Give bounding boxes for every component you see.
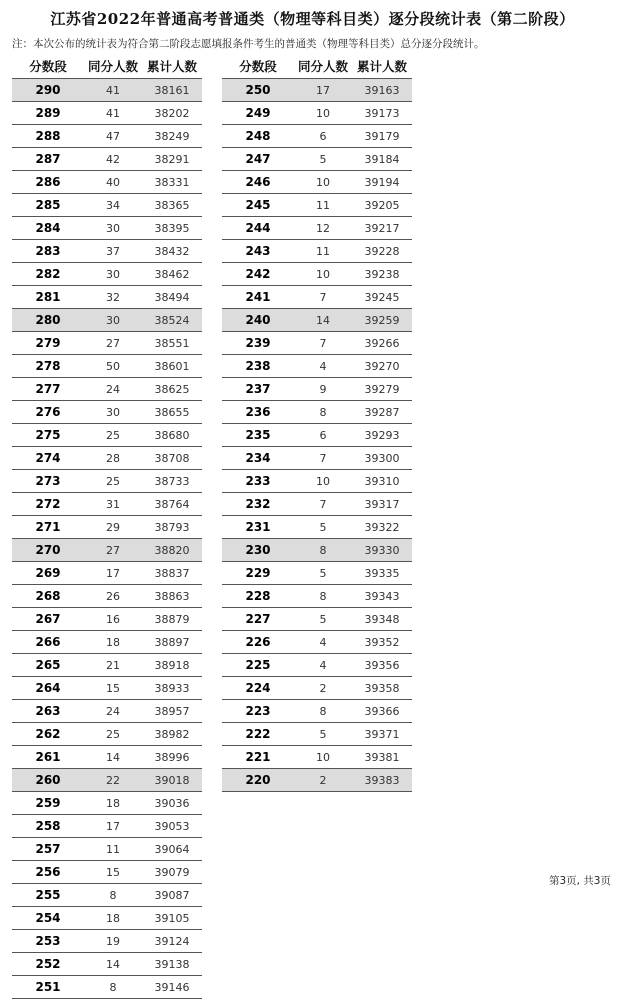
table-row: [222, 470, 412, 493]
cumulative-cell: 39173: [352, 102, 412, 125]
same-count-cell: 7: [294, 332, 352, 355]
table-row: [12, 102, 202, 125]
score-cell: 243: [222, 240, 294, 263]
same-count-cell: 29: [84, 516, 142, 539]
table-row: [222, 677, 412, 700]
score-cell: 226: [222, 631, 294, 654]
table-row: [12, 884, 202, 907]
cumulative-cell: 38601: [142, 355, 202, 378]
header-score: 分数段: [239, 59, 277, 74]
same-count-cell: 30: [84, 217, 142, 240]
cumulative-cell: 39179: [352, 125, 412, 148]
table-row: [222, 148, 412, 171]
cumulative-cell: 38863: [142, 585, 202, 608]
table-row: [222, 516, 412, 539]
table-row: [222, 539, 412, 562]
cumulative-cell: 39287: [352, 401, 412, 424]
same-count-cell: 25: [84, 723, 142, 746]
table-row: [222, 746, 412, 769]
table-row: [12, 286, 202, 309]
same-count-cell: 8: [294, 401, 352, 424]
same-count-cell: 15: [84, 677, 142, 700]
same-count-cell: 17: [84, 562, 142, 585]
same-count-cell: 47: [84, 125, 142, 148]
same-count-cell: 28: [84, 447, 142, 470]
table-row: [12, 355, 202, 378]
score-cell: 276: [12, 401, 84, 424]
table-row: [12, 447, 202, 470]
cumulative-cell: 39238: [352, 263, 412, 286]
cumulative-cell: 38837: [142, 562, 202, 585]
score-cell: 259: [12, 792, 84, 815]
header-cumulative: 累计人数: [356, 59, 407, 74]
table-row: [12, 148, 202, 171]
score-cell: 234: [222, 447, 294, 470]
cumulative-cell: 38918: [142, 654, 202, 677]
cumulative-cell: 39300: [352, 447, 412, 470]
table-row: [12, 654, 202, 677]
score-cell: 270: [12, 539, 84, 562]
score-cell: 236: [222, 401, 294, 424]
table-row: [12, 217, 202, 240]
score-cell: 229: [222, 562, 294, 585]
cumulative-cell: 39163: [352, 79, 412, 102]
cumulative-cell: 39124: [142, 930, 202, 953]
score-cell: 221: [222, 746, 294, 769]
table-row: [12, 861, 202, 884]
score-cell: 287: [12, 148, 84, 171]
score-cell: 264: [12, 677, 84, 700]
table-row: [12, 516, 202, 539]
score-cell: 277: [12, 378, 84, 401]
table-row: [12, 723, 202, 746]
cumulative-cell: 39279: [352, 378, 412, 401]
table-row: [12, 470, 202, 493]
score-cell: 284: [12, 217, 84, 240]
cumulative-cell: 39064: [142, 838, 202, 861]
table-row: [222, 447, 412, 470]
cumulative-cell: 39293: [352, 424, 412, 447]
cumulative-cell: 38996: [142, 746, 202, 769]
same-count-cell: 50: [84, 355, 142, 378]
table-row: [12, 493, 202, 516]
table-row: [12, 907, 202, 930]
cumulative-cell: 39352: [352, 631, 412, 654]
score-table-right-body: [222, 79, 412, 792]
table-row: [12, 263, 202, 286]
table-row: [12, 401, 202, 424]
score-cell: 290: [12, 79, 84, 102]
score-cell: 285: [12, 194, 84, 217]
cumulative-cell: 39146: [142, 976, 202, 999]
same-count-cell: 30: [84, 401, 142, 424]
table-row: [12, 815, 202, 838]
same-count-cell: 9: [294, 378, 352, 401]
same-count-cell: 14: [84, 953, 142, 976]
score-cell: 268: [12, 585, 84, 608]
same-count-cell: 30: [84, 263, 142, 286]
cumulative-cell: 38432: [142, 240, 202, 263]
cumulative-cell: 38494: [142, 286, 202, 309]
same-count-cell: 11: [84, 838, 142, 861]
same-count-cell: 41: [84, 102, 142, 125]
score-cell: 281: [12, 286, 84, 309]
table-row: [12, 976, 202, 999]
table-row: [222, 723, 412, 746]
table-row: [222, 263, 412, 286]
cumulative-cell: 39383: [352, 769, 412, 792]
cumulative-cell: 39348: [352, 608, 412, 631]
table-row: [12, 746, 202, 769]
score-cell: 258: [12, 815, 84, 838]
table-row: [222, 424, 412, 447]
cumulative-cell: 38551: [142, 332, 202, 355]
cumulative-cell: 38982: [142, 723, 202, 746]
same-count-cell: 8: [84, 884, 142, 907]
table-row: [12, 585, 202, 608]
score-cell: 262: [12, 723, 84, 746]
cumulative-cell: 39217: [352, 217, 412, 240]
score-cell: 222: [222, 723, 294, 746]
page-title: 江苏省2022年普通高考普通类（物理等科目类）逐分段统计表（第二阶段）: [50, 10, 575, 28]
header-score: 分数段: [29, 59, 67, 74]
same-count-cell: 12: [294, 217, 352, 240]
score-cell: 227: [222, 608, 294, 631]
same-count-cell: 6: [294, 125, 352, 148]
cumulative-cell: 38933: [142, 677, 202, 700]
score-cell: 278: [12, 355, 84, 378]
cumulative-cell: 39356: [352, 654, 412, 677]
score-cell: 286: [12, 171, 84, 194]
table-row: [12, 240, 202, 263]
score-cell: 244: [222, 217, 294, 240]
table-row: [12, 378, 202, 401]
same-count-cell: 18: [84, 631, 142, 654]
cumulative-cell: 38291: [142, 148, 202, 171]
score-cell: 232: [222, 493, 294, 516]
table-row: [12, 700, 202, 723]
same-count-cell: 7: [294, 447, 352, 470]
same-count-cell: 10: [294, 746, 352, 769]
score-cell: 260: [12, 769, 84, 792]
table-row: [222, 355, 412, 378]
same-count-cell: 2: [294, 769, 352, 792]
score-cell: 263: [12, 700, 84, 723]
same-count-cell: 7: [294, 493, 352, 516]
same-count-cell: 34: [84, 194, 142, 217]
score-table-left: [12, 54, 202, 999]
score-cell: 274: [12, 447, 84, 470]
header-same-count: 同分人数: [297, 59, 348, 74]
table-header-row: [222, 54, 412, 79]
same-count-cell: 11: [294, 240, 352, 263]
cumulative-cell: 39330: [352, 539, 412, 562]
score-cell: 283: [12, 240, 84, 263]
cumulative-cell: 39381: [352, 746, 412, 769]
score-cell: 253: [12, 930, 84, 953]
score-cell: 261: [12, 746, 84, 769]
table-row: [222, 332, 412, 355]
table-row: [12, 677, 202, 700]
same-count-cell: 14: [84, 746, 142, 769]
score-cell: 238: [222, 355, 294, 378]
score-cell: 265: [12, 654, 84, 677]
score-cell: 250: [222, 79, 294, 102]
same-count-cell: 27: [84, 539, 142, 562]
cumulative-cell: 39310: [352, 470, 412, 493]
table-row: [222, 631, 412, 654]
score-cell: 257: [12, 838, 84, 861]
same-count-cell: 15: [84, 861, 142, 884]
score-cell: 272: [12, 493, 84, 516]
same-count-cell: 10: [294, 263, 352, 286]
table-row: [222, 217, 412, 240]
cumulative-cell: 38625: [142, 378, 202, 401]
same-count-cell: 6: [294, 424, 352, 447]
table-row: [12, 838, 202, 861]
score-cell: 267: [12, 608, 84, 631]
table-row: [222, 309, 412, 332]
cumulative-cell: 39245: [352, 286, 412, 309]
cumulative-cell: 38365: [142, 194, 202, 217]
score-cell: 249: [222, 102, 294, 125]
table-row: [12, 769, 202, 792]
score-table-right: [222, 54, 412, 792]
score-cell: 230: [222, 539, 294, 562]
score-cell: 255: [12, 884, 84, 907]
same-count-cell: 25: [84, 470, 142, 493]
cumulative-cell: 38897: [142, 631, 202, 654]
score-cell: 273: [12, 470, 84, 493]
same-count-cell: 24: [84, 700, 142, 723]
table-row: [12, 608, 202, 631]
cumulative-cell: 38957: [142, 700, 202, 723]
same-count-cell: 2: [294, 677, 352, 700]
score-cell: 251: [12, 976, 84, 999]
table-row: [12, 424, 202, 447]
score-cell: 271: [12, 516, 84, 539]
table-row: [12, 539, 202, 562]
same-count-cell: 5: [294, 516, 352, 539]
same-count-cell: 10: [294, 102, 352, 125]
score-cell: 256: [12, 861, 84, 884]
cumulative-cell: 39335: [352, 562, 412, 585]
same-count-cell: 19: [84, 930, 142, 953]
score-cell: 220: [222, 769, 294, 792]
score-cell: 269: [12, 562, 84, 585]
score-cell: 252: [12, 953, 84, 976]
cumulative-cell: 39105: [142, 907, 202, 930]
score-cell: 223: [222, 700, 294, 723]
same-count-cell: 11: [294, 194, 352, 217]
score-cell: 279: [12, 332, 84, 355]
same-count-cell: 30: [84, 309, 142, 332]
table-row: [222, 654, 412, 677]
score-cell: 228: [222, 585, 294, 608]
table-row: [222, 171, 412, 194]
same-count-cell: 31: [84, 493, 142, 516]
cumulative-cell: 38680: [142, 424, 202, 447]
same-count-cell: 7: [294, 286, 352, 309]
table-row: [222, 286, 412, 309]
table-row: [12, 171, 202, 194]
same-count-cell: 41: [84, 79, 142, 102]
score-cell: 231: [222, 516, 294, 539]
score-cell: 241: [222, 286, 294, 309]
cumulative-cell: 38462: [142, 263, 202, 286]
score-cell: 288: [12, 125, 84, 148]
table-note: 注：本次公布的统计表为符合第二阶段志愿填报条件考生的普通类（物理等科目类）总分逐分段统计。: [12, 38, 485, 50]
same-count-cell: 5: [294, 608, 352, 631]
table-row: [12, 792, 202, 815]
score-cell: 246: [222, 171, 294, 194]
score-cell: 240: [222, 309, 294, 332]
score-cell: 247: [222, 148, 294, 171]
table-row: [12, 309, 202, 332]
table-row: [12, 194, 202, 217]
same-count-cell: 5: [294, 148, 352, 171]
same-count-cell: 10: [294, 470, 352, 493]
cumulative-cell: 39270: [352, 355, 412, 378]
cumulative-cell: 38161: [142, 79, 202, 102]
same-count-cell: 24: [84, 378, 142, 401]
cumulative-cell: 38793: [142, 516, 202, 539]
header-same-count: 同分人数: [87, 59, 138, 74]
cumulative-cell: 38764: [142, 493, 202, 516]
table-row: [12, 332, 202, 355]
same-count-cell: 18: [84, 907, 142, 930]
score-cell: 242: [222, 263, 294, 286]
table-row: [222, 125, 412, 148]
score-cell: 239: [222, 332, 294, 355]
cumulative-cell: 39194: [352, 171, 412, 194]
same-count-cell: 16: [84, 608, 142, 631]
same-count-cell: 21: [84, 654, 142, 677]
table-row: [222, 562, 412, 585]
table-row: [12, 930, 202, 953]
table-row: [222, 608, 412, 631]
same-count-cell: 5: [294, 723, 352, 746]
table-row: [222, 585, 412, 608]
same-count-cell: 27: [84, 332, 142, 355]
cumulative-cell: 39087: [142, 884, 202, 907]
same-count-cell: 17: [84, 815, 142, 838]
cumulative-cell: 39053: [142, 815, 202, 838]
cumulative-cell: 39343: [352, 585, 412, 608]
cumulative-cell: 39371: [352, 723, 412, 746]
score-cell: 254: [12, 907, 84, 930]
cumulative-cell: 39205: [352, 194, 412, 217]
same-count-cell: 17: [294, 79, 352, 102]
score-cell: 289: [12, 102, 84, 125]
same-count-cell: 5: [294, 562, 352, 585]
score-cell: 237: [222, 378, 294, 401]
table-row: [222, 194, 412, 217]
same-count-cell: 26: [84, 585, 142, 608]
table-row: [222, 240, 412, 263]
cumulative-cell: 39366: [352, 700, 412, 723]
header-cumulative: 累计人数: [146, 59, 197, 74]
cumulative-cell: 38331: [142, 171, 202, 194]
cumulative-cell: 39317: [352, 493, 412, 516]
cumulative-cell: 39358: [352, 677, 412, 700]
table-row: [222, 79, 412, 102]
score-cell: 233: [222, 470, 294, 493]
score-cell: 280: [12, 309, 84, 332]
cumulative-cell: 39018: [142, 769, 202, 792]
cumulative-cell: 39036: [142, 792, 202, 815]
table-row: [222, 769, 412, 792]
same-count-cell: 14: [294, 309, 352, 332]
same-count-cell: 4: [294, 355, 352, 378]
score-cell: 245: [222, 194, 294, 217]
cumulative-cell: 39266: [352, 332, 412, 355]
cumulative-cell: 39322: [352, 516, 412, 539]
table-row: [222, 401, 412, 424]
cumulative-cell: 38820: [142, 539, 202, 562]
cumulative-cell: 38655: [142, 401, 202, 424]
same-count-cell: 22: [84, 769, 142, 792]
same-count-cell: 8: [294, 585, 352, 608]
table-row: [12, 79, 202, 102]
table-row: [222, 700, 412, 723]
same-count-cell: 4: [294, 631, 352, 654]
table-row: [12, 562, 202, 585]
same-count-cell: 42: [84, 148, 142, 171]
cumulative-cell: 38524: [142, 309, 202, 332]
same-count-cell: 4: [294, 654, 352, 677]
same-count-cell: 25: [84, 424, 142, 447]
score-table-left-body: [12, 79, 202, 999]
same-count-cell: 8: [294, 539, 352, 562]
score-cell: 266: [12, 631, 84, 654]
score-cell: 235: [222, 424, 294, 447]
score-cell: 225: [222, 654, 294, 677]
cumulative-cell: 38733: [142, 470, 202, 493]
cumulative-cell: 39079: [142, 861, 202, 884]
score-cell: 224: [222, 677, 294, 700]
cumulative-cell: 39259: [352, 309, 412, 332]
same-count-cell: 18: [84, 792, 142, 815]
score-cell: 282: [12, 263, 84, 286]
table-row: [222, 102, 412, 125]
score-cell: 248: [222, 125, 294, 148]
table-row: [222, 378, 412, 401]
same-count-cell: 40: [84, 171, 142, 194]
table-row: [12, 631, 202, 654]
table-row: [222, 493, 412, 516]
same-count-cell: 32: [84, 286, 142, 309]
same-count-cell: 8: [294, 700, 352, 723]
same-count-cell: 10: [294, 171, 352, 194]
table-row: [12, 125, 202, 148]
table-row: [12, 953, 202, 976]
page-number: 第3页, 共3页: [548, 875, 611, 887]
cumulative-cell: 38249: [142, 125, 202, 148]
score-cell: 275: [12, 424, 84, 447]
same-count-cell: 8: [84, 976, 142, 999]
same-count-cell: 37: [84, 240, 142, 263]
cumulative-cell: 38879: [142, 608, 202, 631]
cumulative-cell: 39184: [352, 148, 412, 171]
cumulative-cell: 38395: [142, 217, 202, 240]
cumulative-cell: 38708: [142, 447, 202, 470]
cumulative-cell: 39138: [142, 953, 202, 976]
table-header-row: [12, 54, 202, 79]
cumulative-cell: 38202: [142, 102, 202, 125]
cumulative-cell: 39228: [352, 240, 412, 263]
